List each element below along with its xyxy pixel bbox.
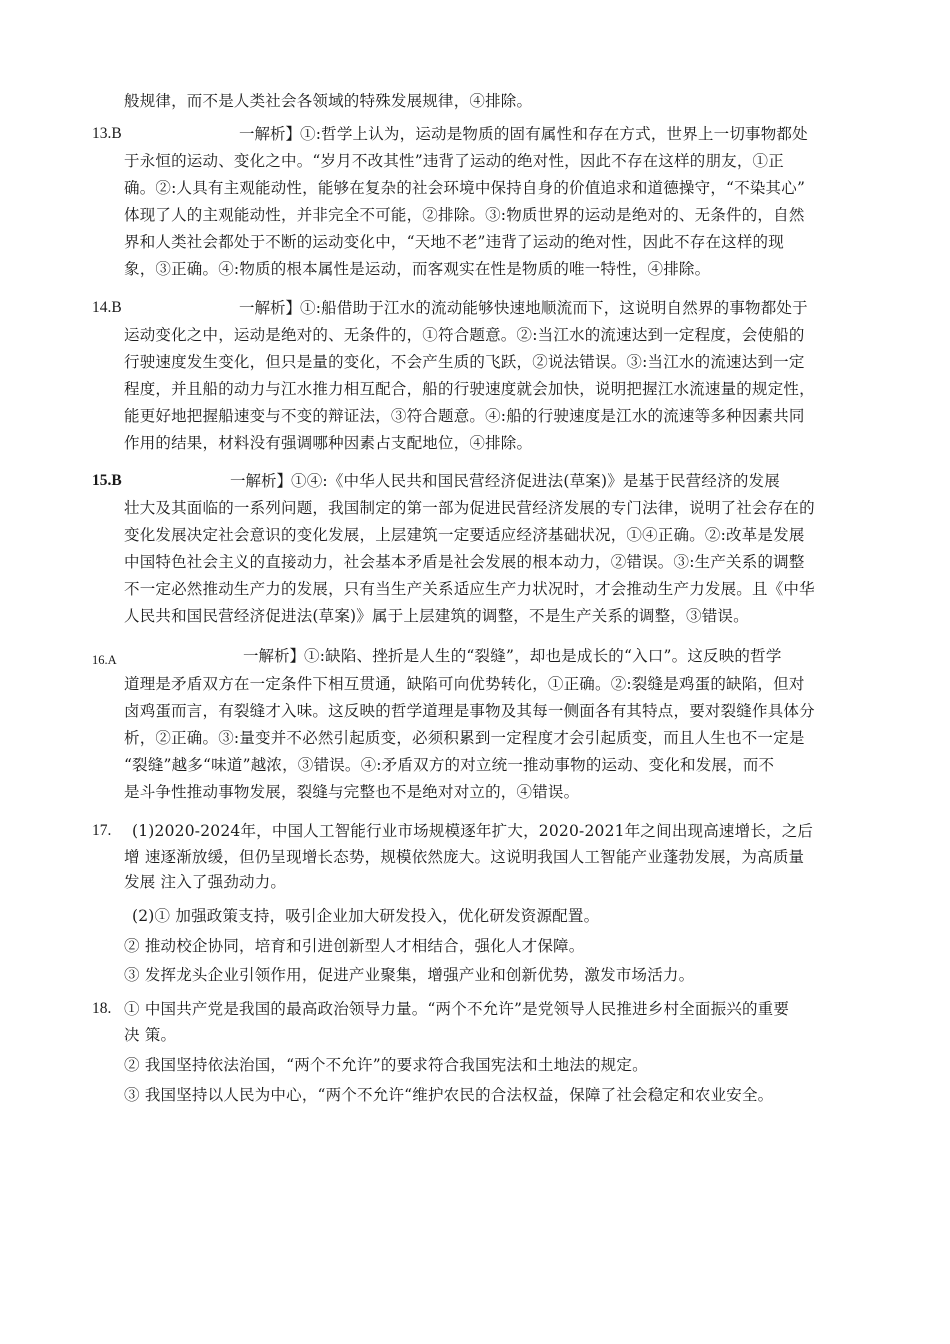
q14-line: 能更好地把握船速变与不变的辩证法，③符合题意。④:船的行驶速度是江水的流速等多种因素共同 xyxy=(124,407,805,425)
q18-line: 决 策。 xyxy=(124,1026,177,1044)
q16-line: 是斗争性推动事物发展，裂缝与完整也不是绝对对立的，④错误。 xyxy=(124,783,580,801)
q14-line: ①:船借助于江水的流动能够快速地顺流而下，这说明自然界的事物都处于 xyxy=(300,299,808,317)
q15-line: 人民共和国民营经济促进法(草案)》属于上层建筑的调整，不是生产关系的调整，③错误。 xyxy=(124,607,749,625)
q15-line: 变化发展决定社会意识的变化发展，上层建筑一定要适应经济基础状况，①④正确。②:改革是发展 xyxy=(124,526,805,544)
q18-line: ③ 我国坚持以人民为中心，“两个不允许“维护农民的合法权益，保障了社会稳定和农业安全。 xyxy=(124,1086,774,1104)
q13-line: 象，③正确。④:物质的根本属性是运动，而客观实在性是物质的唯一特性，④排除。 xyxy=(124,260,711,278)
q16-number: 16.A xyxy=(92,653,117,667)
q15-number: 15.B xyxy=(92,472,122,489)
q14-line: 运动变化之中，运动是绝对的、无条件的，①符合题意。②:当江水的流速达到一定程度，会使船的 xyxy=(124,326,805,344)
q14-line: 作用的结果，材料没有强调哪种因素占支配地位，④排除。 xyxy=(124,434,533,452)
q13-line: 体现了人的主观能动性，并非完全不可能，②排除。③:物质世界的运动是绝对的、无条件的，自然 xyxy=(124,206,805,224)
q13-line: 于永恒的运动、变化之中。“岁月不改其性”违背了运动的绝对性，因此不存在这样的朋友，①正 xyxy=(124,152,784,170)
q18-line: ② 我国坚持依法治国，“两个不允许”的要求符合我国宪法和土地法的规定。 xyxy=(124,1056,648,1074)
q14-tag: 一解析】 xyxy=(239,299,302,317)
q15-line: ①④:《中华人民共和国民营经济促进法(草案)》是基于民营经济的发展 xyxy=(291,472,780,490)
q13-number: 13.B xyxy=(92,125,122,142)
q17-line: (1)2020-2024年，中国人工智能行业市场规模逐年扩大，2020-2021年之间出现高速增长，之后 xyxy=(132,822,814,840)
q17-line: (2)① 加强政策支持，吸引企业加大研发投入，优化研发资源配置。 xyxy=(132,907,600,925)
q13-line: ①:哲学上认为，运动是物质的固有属性和存在方式，世界上一切事物都处 xyxy=(300,125,808,143)
q16-line: 卤鸡蛋而言，有裂缝才入味。这反映的哲学道理是事物及其每一侧面各有其特点，要对裂缝作具体分 xyxy=(124,702,815,720)
q16-line: “裂缝”越多“味道”越浓，③错误。④:矛盾双方的对立统一推动事物的运动、变化和发展，而不 xyxy=(124,756,775,774)
q15-line: 中国特色社会主义的直接动力，社会基本矛盾是社会发展的根本动力，②错误。③:生产关系的调整 xyxy=(124,553,805,571)
q17-line: 增 速逐渐放缓，但仍呈现增长态势，规模依然庞大。这说明我国人工智能产业蓬勃发展，为高质量 xyxy=(124,848,805,866)
q13-tag: 一解析】 xyxy=(239,125,302,143)
q16-tag: 一解析】 xyxy=(243,647,306,665)
q17-number: 17. xyxy=(92,822,112,839)
q18-number: 18. xyxy=(92,1000,112,1017)
q14-line: 程度，并且船的动力与江水推力相互配合，船的行驶速度就会加快，说明把握江水流速量的规定性， xyxy=(124,380,815,398)
q15-line: 不一定必然推动生产力的发展，只有当生产关系适应生产力状况时，才会推动生产力发展。且《中华 xyxy=(124,580,815,598)
q15-line: 壮大及其面临的一系列问题，我国制定的第一部为促进民营经济发展的专门法律，说明了社会存在的 xyxy=(124,499,815,517)
q14-number: 14.B xyxy=(92,299,122,316)
intro-line: 般规律，而不是人类社会各领域的特殊发展规律，④排除。 xyxy=(124,92,533,110)
q17-line: ② 推动校企协同，培育和引进创新型人才相结合，强化人才保障。 xyxy=(124,937,585,955)
q16-line: ①:缺陷、挫折是人生的“裂缝”，却也是成长的“入口”。这反映的哲学 xyxy=(304,647,782,665)
q13-line: 界和人类社会都处于不断的运动变化中，“天地不老”违背了运动的绝对性，因此不存在这样的现 xyxy=(124,233,784,251)
q17-line: 发展 注入了强劲动力。 xyxy=(124,873,287,891)
q18-line: ① 中国共产党是我国的最高政治领导力量。“两个不允许”是党领导人民推进乡村全面振兴的重要 xyxy=(124,1000,790,1018)
q17-line: ③ 发挥龙头企业引领作用，促进产业聚集，增强产业和创新优势，激发市场活力。 xyxy=(124,966,695,984)
q14-line: 行驶速度发生变化，但只是量的变化，不会产生质的飞跃，②说法错误。③:当江水的流速达到一定 xyxy=(124,353,805,371)
q15-tag: 一解析】 xyxy=(230,472,293,490)
q16-line: 析，②正确。③:量变并不必然引起质变，必须积累到一定程度才会引起质变，而且人生也不一定是 xyxy=(124,729,805,747)
q16-line: 道理是矛盾双方在一定条件下相互贯通，缺陷可向优势转化，①正确。②:裂缝是鸡蛋的缺陷，但对 xyxy=(124,675,805,693)
q13-line: 确。②:人具有主观能动性，能够在复杂的社会环境中保持自身的价值追求和道德操守，“不染其心” xyxy=(124,179,806,197)
